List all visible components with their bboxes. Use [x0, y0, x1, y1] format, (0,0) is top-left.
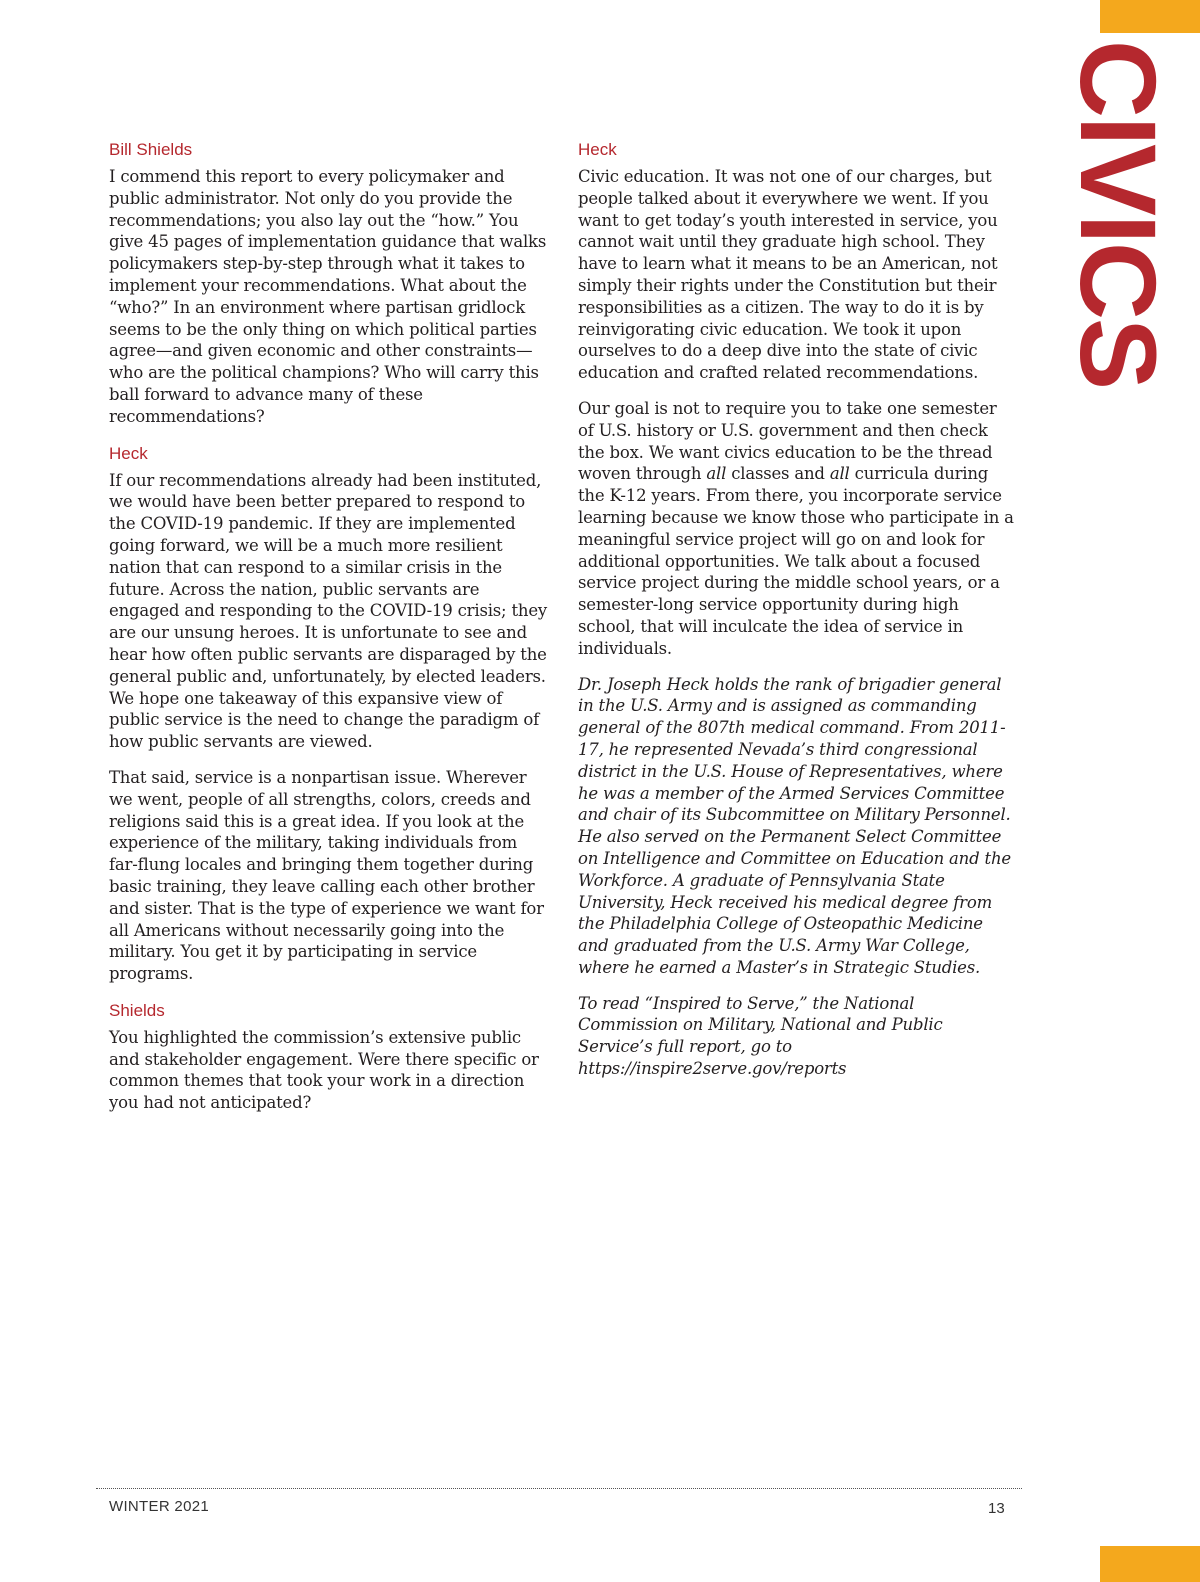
speaker-name: Heck	[578, 140, 617, 159]
section-tab	[1058, 40, 1179, 390]
speaker-name: Bill Shields	[109, 140, 193, 159]
read-more-note: To read “Inspired to Serve,” the National Commission on Military, National and Public Service’s full report, go to https://inspire2serve.gov/reports	[578, 993, 943, 1079]
issue-label: WINTER 2021	[109, 1498, 209, 1515]
paragraph-text: curricula during the K-12 years. From there, you incorporate service learning because we know those who participate in a meaningful service project will go on and look for additional opportunities. We talk about a focused service project during the middle school years, or a semester-long service opportunity during high school, that will inculcate the idea of service in individuals.	[578, 464, 1014, 658]
bottom-accent-bar	[1100, 1546, 1200, 1582]
paragraph: Civic education. It was not one of our charges, but people talked about it everywhere we went. If you want to get today’s youth interested in service, you cannot wait until they graduate high school. They have to learn what it means to be an American, not simply their rights under the Constitution but their responsibilities as a citizen. The way to do it is by reinvigorating civic education. We took it upon ourselves to do a deep dive into the state of civic education and crafted related recommendations.	[578, 167, 998, 383]
page-number: 13	[988, 1500, 1005, 1517]
speaker-name: Heck	[109, 443, 148, 463]
paragraph-with-emphasis	[578, 398, 1014, 660]
left-column	[109, 138, 549, 1128]
speaker-name: Shields	[109, 1000, 165, 1020]
paragraph: If our recommendations already had been instituted, we would have been better prepared to respond to the COVID-19 pandemic. If they are implemented going forward, we will be a much more resilient nation that can respond to a similar crisis in the future. Across the nation, public servants are engaged and responding to the COVID-19 crisis; they are our unsung heroes. It is unfortunate to see and hear how often public servants are disparaged by the general public and, unfortunately, by elected leaders. We hope one takeaway of this expansive view of public service is the need to change the paradigm of how public servants are viewed.	[109, 470, 547, 752]
emphasis-text: all	[829, 464, 850, 484]
paragraph: That said, service is a nonpartisan issue. Wherever we went, people of all strengths, colors, creeds and religions said this is a great idea. If you look at the experience of the military, taking individuals from far-flung locales and bringing them together during basic training, they leave calling each other brother and sister. That is the type of experience we want for all Americans without necessarily going into the military. You get it by participating in service programs.	[109, 767, 544, 984]
author-bio: Dr. Joseph Heck holds the rank of brigadier general in the U.S. Army and is assigned as commanding general of the 807th medical command. From 2011-17, he represented Nevada’s third congressional district in the U.S. House of Representatives, where he was a member of the Armed Services Committee and chair of its Subcommittee on Military Personnel. He also served on the Permanent Select Committee on Intelligence and Committee on Education and the Workforce. A graduate of Pennsylvania State University, Heck received his medical degree from the Philadelphia College of Osteopathic Medicine and graduated from the U.S. Army War College, where he earned a Master’s in Strategic Studies.	[578, 674, 1011, 977]
emphasis-text: all	[706, 464, 727, 484]
right-column	[578, 138, 1014, 1094]
top-accent-bar	[1100, 0, 1200, 33]
paragraph: I commend this report to every policymaker and public administrator. Not only do you provide the recommendations; you also lay out the “how.” You give 45 pages of implementation guidance that walks policymakers step-by-step through what it takes to implement your recommendations. What about the “who?” In an environment where partisan gridlock seems to be the only thing on which political parties agree—and given economic and other constraints—who are the political champions? Who will carry this ball forward to advance many of these recommendations?	[109, 167, 547, 426]
paragraph-text: classes and	[726, 464, 830, 484]
paragraph-text: Our goal is not to require you to take one semester of U.S. history or U.S. government and then check the box. We want civics education to be the thread woven through	[578, 398, 997, 484]
footer-divider	[96, 1488, 1022, 1489]
section-tab-label: CIVICS	[1058, 40, 1179, 389]
paragraph: You highlighted the commission’s extensive public and stakeholder engagement. Were there specific or common themes that took your work in a direction you had not anticipated?	[109, 1027, 539, 1113]
